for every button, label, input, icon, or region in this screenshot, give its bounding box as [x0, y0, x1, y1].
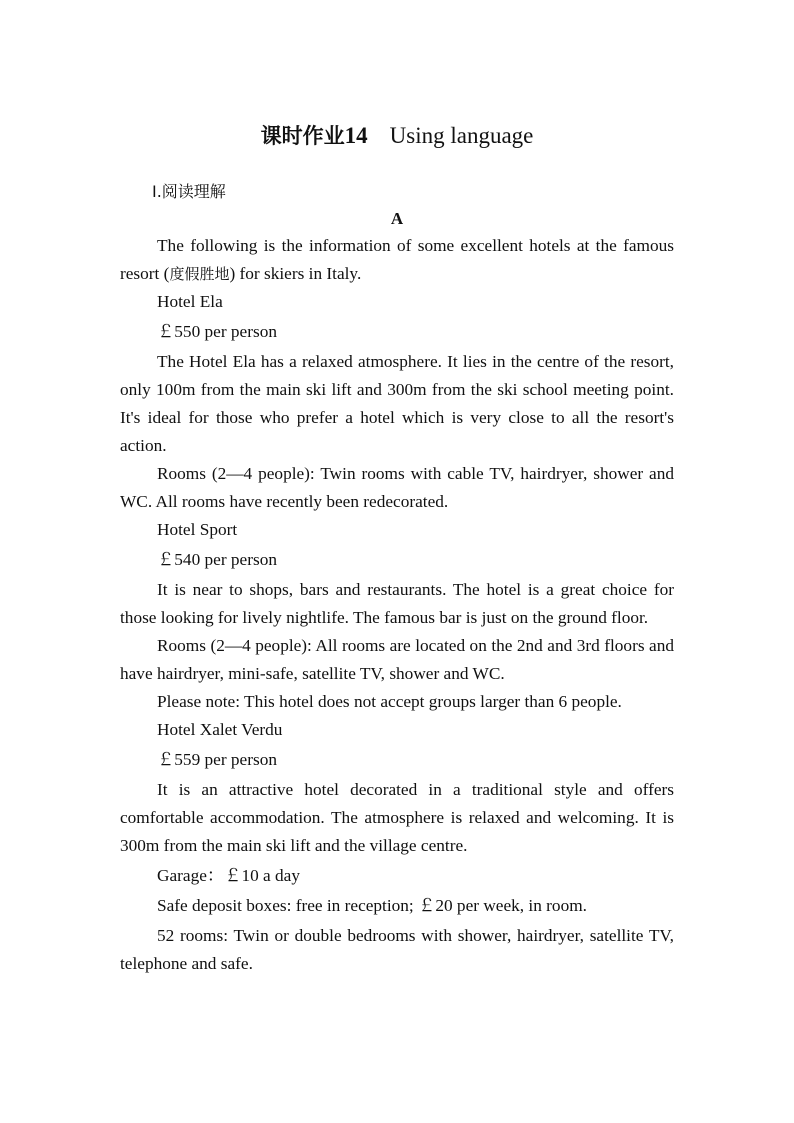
passage-intro: The following is the information of some excellent hotels at the famous resort (度假胜地) for skiers in Italy. — [120, 236, 674, 283]
hotel-price: ￡559 per person — [157, 750, 277, 769]
title-english: Using language — [389, 123, 534, 148]
hotel-description: It is near to shops, bars and restaurants. The hotel is a great choice for those looking for lively nightlife. The famous bar is just on the ground floor. — [120, 580, 674, 627]
hotel-rooms: Rooms (2—4 people): All rooms are located on the 2nd and 3rd floors and have hairdryer, mini-safe, satellite TV, shower and WC. — [120, 636, 674, 683]
hotel-description: It is an attractive hotel decorated in a traditional style and offers comfortable accommodation. The atmosphere is relaxed and welcoming. It is 300m from the main ski lift and the village centre. — [120, 780, 674, 855]
page-title — [0, 120, 794, 152]
hotel-description: The Hotel Ela has a relaxed atmosphere. It lies in the centre of the resort, only 100m from the main ski lift and 300m from the ski school meeting point. It's ideal for those who prefer a hotel which is very close to all the resort's action. — [120, 352, 674, 455]
hotel-note: Please note: This hotel does not accept groups larger than 6 people. — [157, 692, 622, 711]
hotel-name: Hotel Ela — [157, 292, 223, 311]
title-chinese: 课时作业 — [260, 124, 345, 148]
hotel-garage: Garage：￡10 a day — [157, 866, 300, 885]
hotel-price: ￡550 per person — [157, 322, 277, 341]
passage-body — [120, 232, 674, 978]
title-number: 14 — [344, 123, 368, 148]
hotel-safe-deposit: Safe deposit boxes: free in reception; ￡20 per week, in room. — [157, 896, 587, 915]
hotel-rooms: 52 rooms: Twin or double bedrooms with shower, hairdryer, satellite TV, telephone and safe. — [120, 926, 674, 973]
hotel-name: Hotel Xalet Verdu — [157, 720, 283, 739]
passage-label: A — [390, 209, 404, 228]
section-heading: Ⅰ.阅读理解 — [152, 182, 226, 201]
hotel-rooms: Rooms (2—4 people): Twin rooms with cable TV, hairdryer, shower and WC. All rooms have recently been redecorated. — [120, 464, 674, 511]
hotel-name: Hotel Sport — [157, 520, 238, 539]
hotel-price: ￡540 per person — [157, 550, 277, 569]
